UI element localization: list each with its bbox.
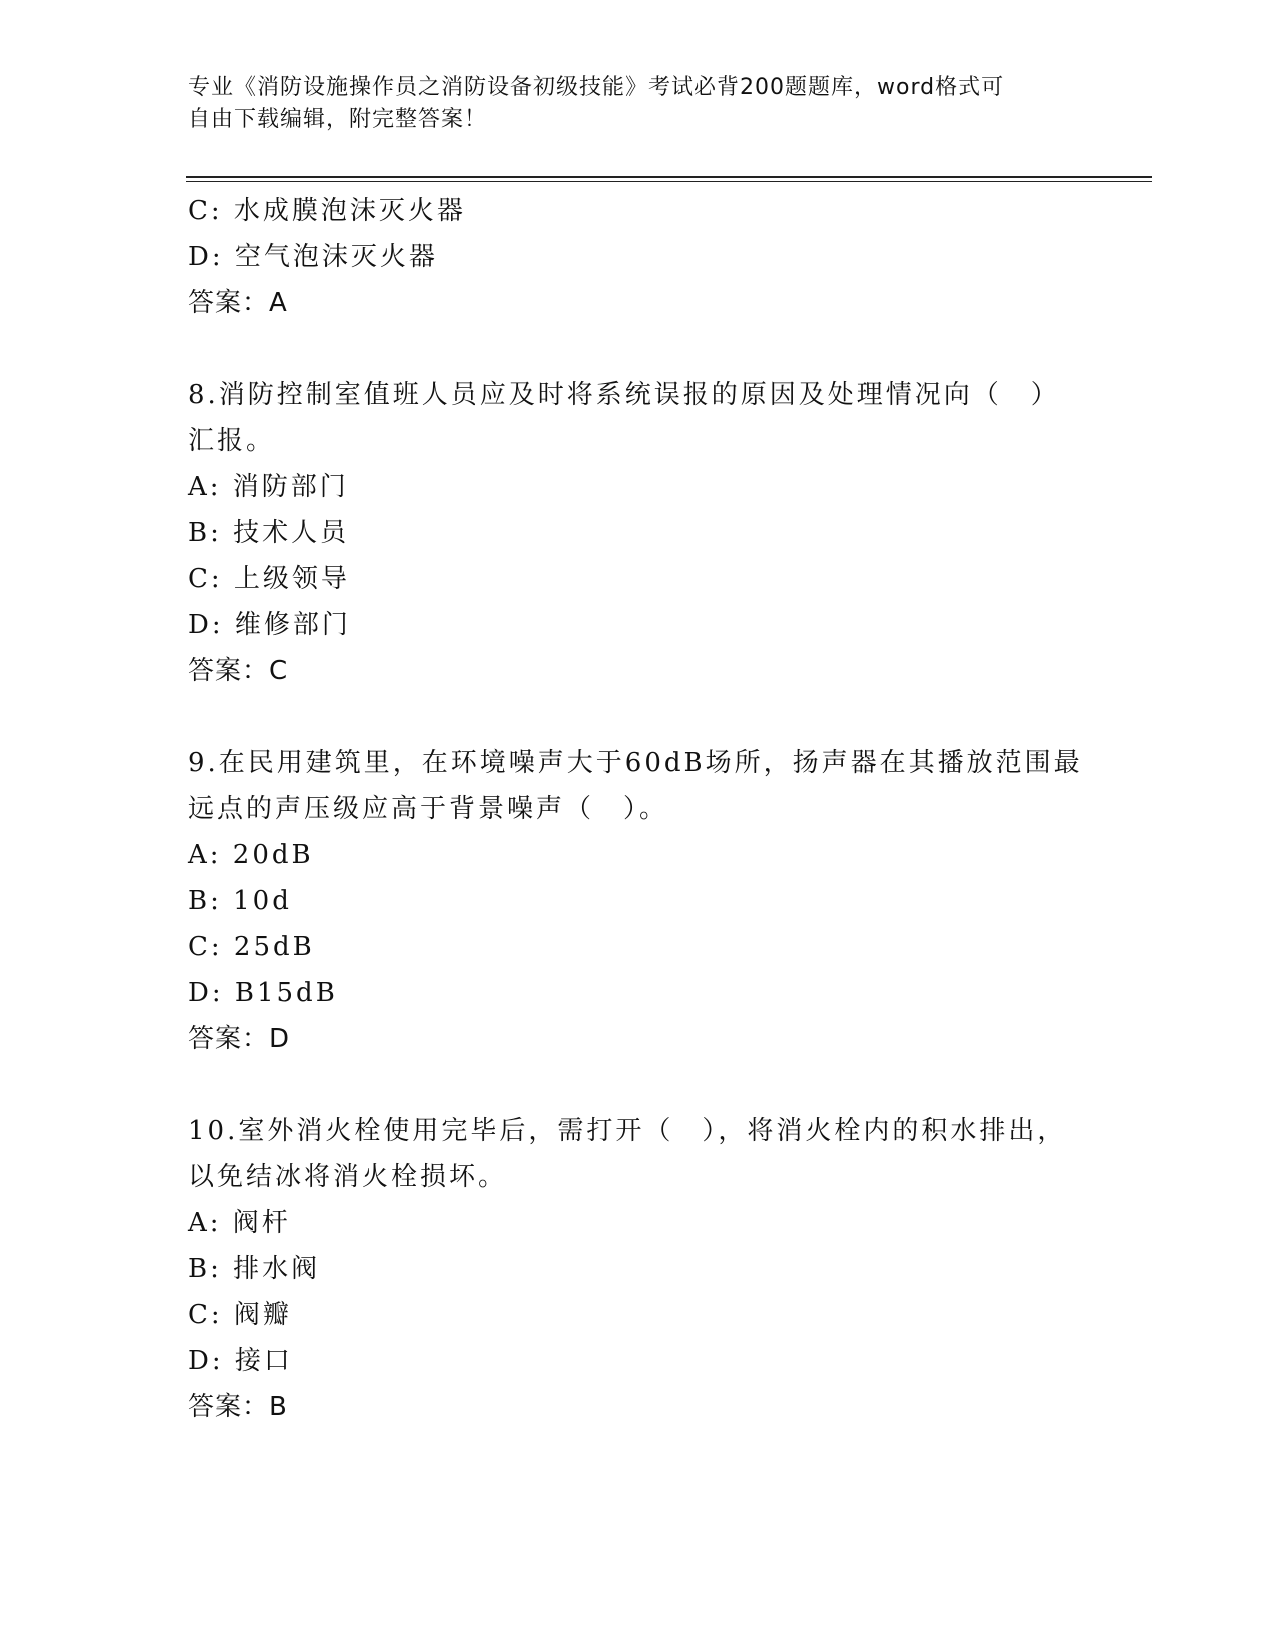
option-a: A: 20dB xyxy=(188,840,314,870)
option-c: C: 上级领导 xyxy=(188,564,350,594)
option-a: A: 阀杆 xyxy=(188,1208,291,1238)
option-c: C: 水成膜泡沫灭火器 xyxy=(188,196,466,226)
option-c: C: 阀瓣 xyxy=(188,1300,292,1330)
option-d: D: 接口 xyxy=(188,1346,293,1376)
question-stem: 远点的声压级应高于背景噪声（ ）。 xyxy=(188,794,669,824)
answer-label: 答案：C xyxy=(188,656,289,686)
document-header xyxy=(188,72,1068,136)
option-b: B: 10d xyxy=(188,886,292,916)
question-8 xyxy=(188,372,1088,694)
answer-label: 答案：B xyxy=(188,1392,288,1422)
spacer xyxy=(188,1062,1088,1108)
header-rule-bottom xyxy=(186,181,1152,182)
question-stem: 10.室外消火栓使用完毕后，需打开（ ），将消火栓内的积水排出， xyxy=(188,1116,1067,1146)
header-line-1: 专业《消防设施操作员之消防设备初级技能》考试必背200题题库，word格式可 xyxy=(188,75,1005,100)
question-10 xyxy=(188,1108,1088,1430)
question-stem: 以免结冰将消火栓损坏。 xyxy=(188,1162,508,1192)
header-line-2: 自由下载编辑，附完整答案！ xyxy=(188,107,488,132)
option-d: D: 空气泡沫灭火器 xyxy=(188,242,438,272)
question-stem: 汇报。 xyxy=(188,426,276,456)
option-d: D: B15dB xyxy=(188,978,338,1008)
option-a: A: 消防部门 xyxy=(188,472,349,502)
header-rule-top xyxy=(186,176,1152,178)
question-9 xyxy=(188,740,1088,1062)
option-b: B: 排水阀 xyxy=(188,1254,321,1284)
question-7-tail xyxy=(188,188,1088,326)
answer-label: 答案：A xyxy=(188,288,288,318)
option-c: C: 25dB xyxy=(188,932,315,962)
option-d: D: 维修部门 xyxy=(188,610,351,640)
question-stem: 8.消防控制室值班人员应及时将系统误报的原因及处理情况向（ ） xyxy=(188,380,1060,410)
spacer xyxy=(188,694,1088,740)
question-stem: 9.在民用建筑里，在环境噪声大于60dB场所，扬声器在其播放范围最 xyxy=(188,748,1083,778)
spacer xyxy=(188,326,1088,372)
document-body xyxy=(188,188,1088,1430)
answer-label: 答案：D xyxy=(188,1024,291,1054)
option-b: B: 技术人员 xyxy=(188,518,350,548)
